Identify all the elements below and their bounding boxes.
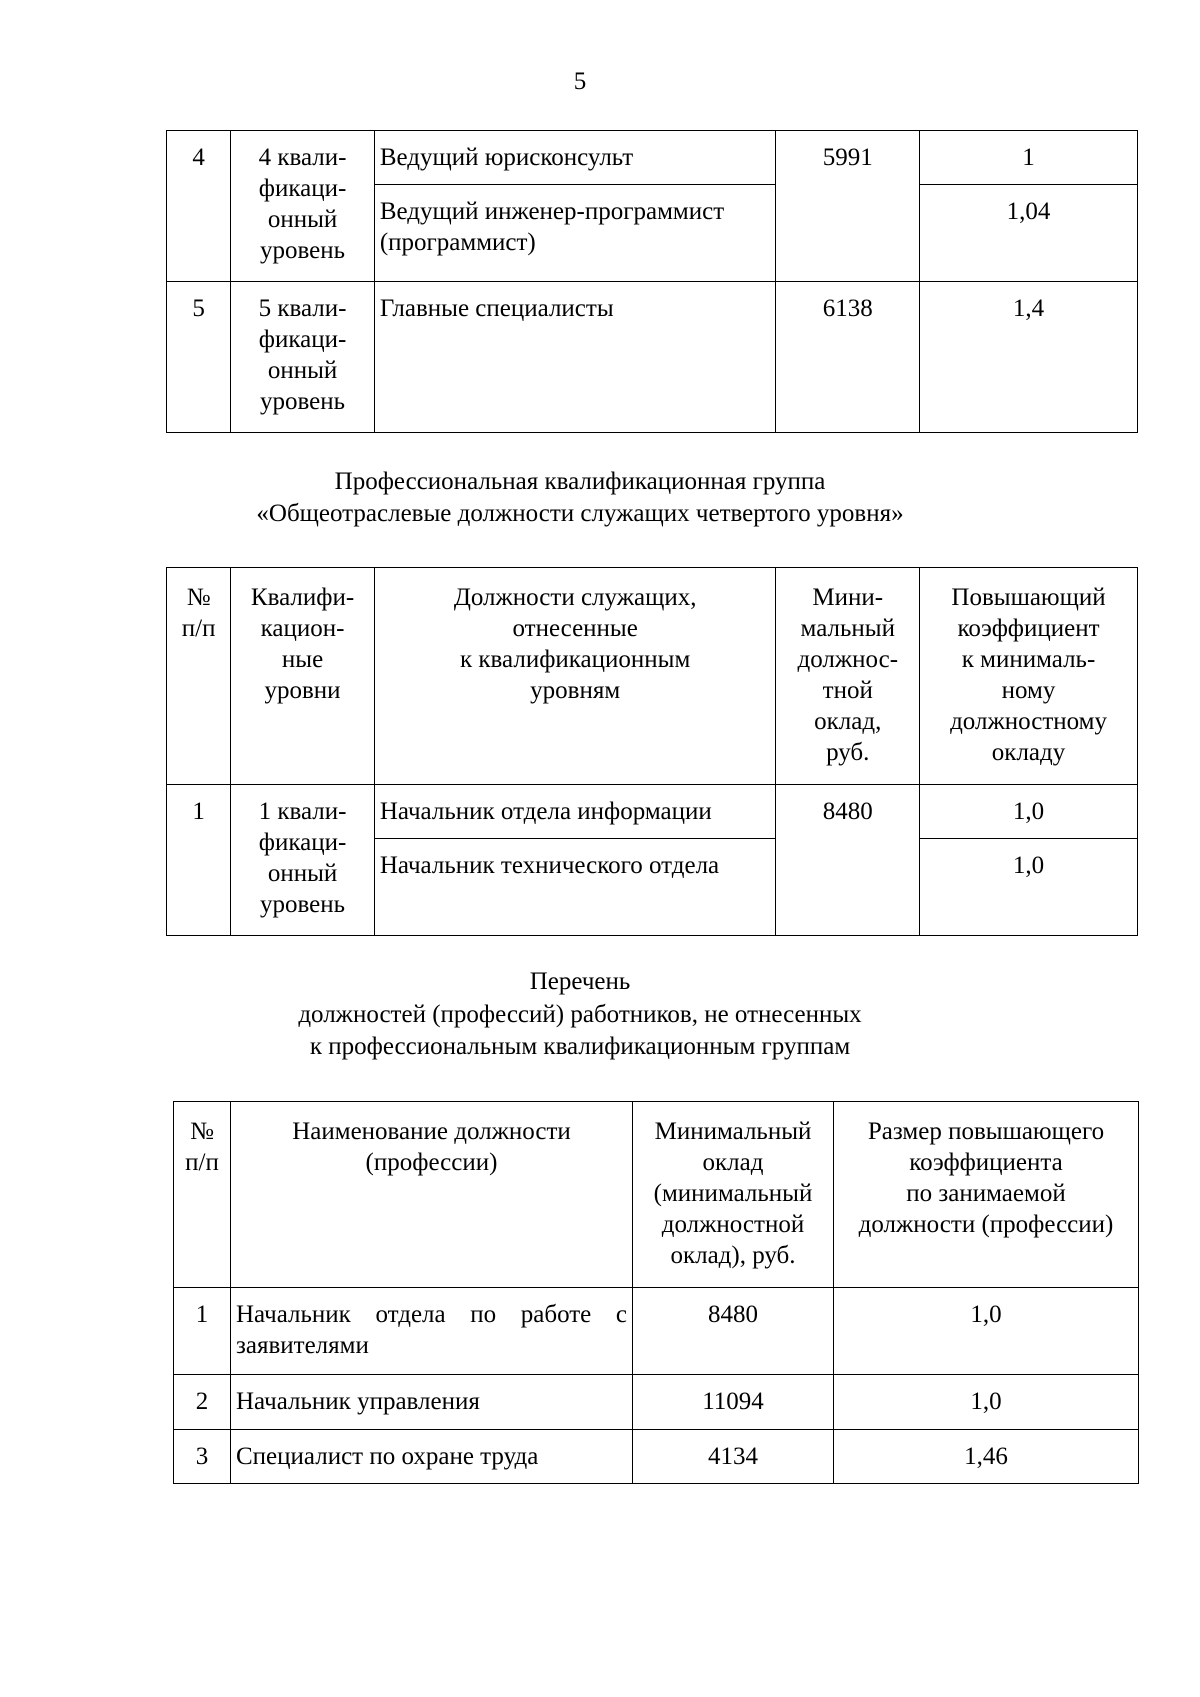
page-number: 5	[573, 68, 587, 95]
list-title-line-2: должностей (профессий) работников, не отнесенных	[298, 1001, 862, 1028]
row-number: 2	[174, 1375, 231, 1430]
list-title-line-3: к профессиональным квалификационным группам	[309, 1033, 851, 1060]
group-title-line-2: «Общеотраслевые должности служащих четвертого уровня»	[256, 500, 904, 527]
table-header-row	[167, 568, 1138, 785]
table-row	[167, 785, 1138, 839]
increase-coefficient: 1	[920, 131, 1138, 185]
qualification-level: 4 квали- фикаци- онный уровень	[231, 131, 375, 282]
header-increase-coefficient: Повышающий коэффициент к минималь- ному должностному окладу	[920, 568, 1138, 785]
increase-coefficient: 1,0	[834, 1288, 1139, 1375]
qualification-level: 1 квали- фикаци- онный уровень	[231, 785, 375, 936]
minimum-salary: 5991	[776, 131, 920, 282]
position-name: Ведущий юрисконсульт	[374, 131, 776, 185]
minimum-salary: 8480	[633, 1288, 834, 1375]
header-qualification-levels: Квалифи- кацион- ные уровни	[231, 568, 375, 785]
increase-coefficient: 1,0	[834, 1375, 1139, 1430]
table-row	[167, 131, 1138, 185]
qualification-level: 5 квали- фикаци- онный уровень	[231, 282, 375, 433]
row-number: 1	[167, 785, 231, 936]
position-name: Ведущий инженер-программист (программист)	[374, 185, 776, 282]
table-row	[174, 1288, 1139, 1375]
table-row	[167, 282, 1138, 433]
group4-qualification-table	[166, 567, 1138, 936]
header-positions: Должности служащих, отнесенные к квалификационным уровням	[374, 568, 776, 785]
minimum-salary: 11094	[633, 1375, 834, 1430]
row-number: 5	[167, 282, 231, 433]
table-row	[174, 1375, 1139, 1430]
position-name: Главные специалисты	[374, 282, 776, 433]
header-position-name: Наименование должности (профессии)	[231, 1102, 633, 1288]
increase-coefficient: 1,0	[920, 839, 1138, 936]
minimum-salary: 4134	[633, 1430, 834, 1484]
position-name: Начальник технического отдела	[374, 839, 776, 936]
increase-coefficient: 1,04	[920, 185, 1138, 282]
increase-coefficient: 1,0	[920, 785, 1138, 839]
header-number: № п/п	[174, 1102, 231, 1288]
header-minimum-salary: Минимальный оклад (минимальный должностной оклад), руб.	[633, 1102, 834, 1288]
group-title-line-1: Профессиональная квалификационная группа	[334, 468, 826, 495]
row-number: 1	[174, 1288, 231, 1375]
increase-coefficient: 1,4	[920, 282, 1138, 433]
table-header-row	[174, 1102, 1139, 1288]
minimum-salary: 6138	[776, 282, 920, 433]
header-increase-coefficient: Размер повышающего коэффициента по занимаемой должности (профессии)	[834, 1102, 1139, 1288]
position-name: Специалист по охране труда	[231, 1430, 633, 1484]
list-title-line-1: Перечень	[529, 968, 631, 995]
qualification-table-continuation	[166, 130, 1138, 433]
header-number: № п/п	[167, 568, 231, 785]
unassigned-positions-table	[173, 1101, 1139, 1484]
position-name: Начальник управления	[231, 1375, 633, 1430]
position-name: Начальник отдела по работе с заявителями	[231, 1288, 633, 1375]
row-number: 3	[174, 1430, 231, 1484]
table-row	[174, 1430, 1139, 1484]
header-minimum-salary: Мини- мальный должнос- тной оклад, руб.	[776, 568, 920, 785]
minimum-salary: 8480	[776, 785, 920, 936]
row-number: 4	[167, 131, 231, 282]
position-name: Начальник отдела информации	[374, 785, 776, 839]
increase-coefficient: 1,46	[834, 1430, 1139, 1484]
